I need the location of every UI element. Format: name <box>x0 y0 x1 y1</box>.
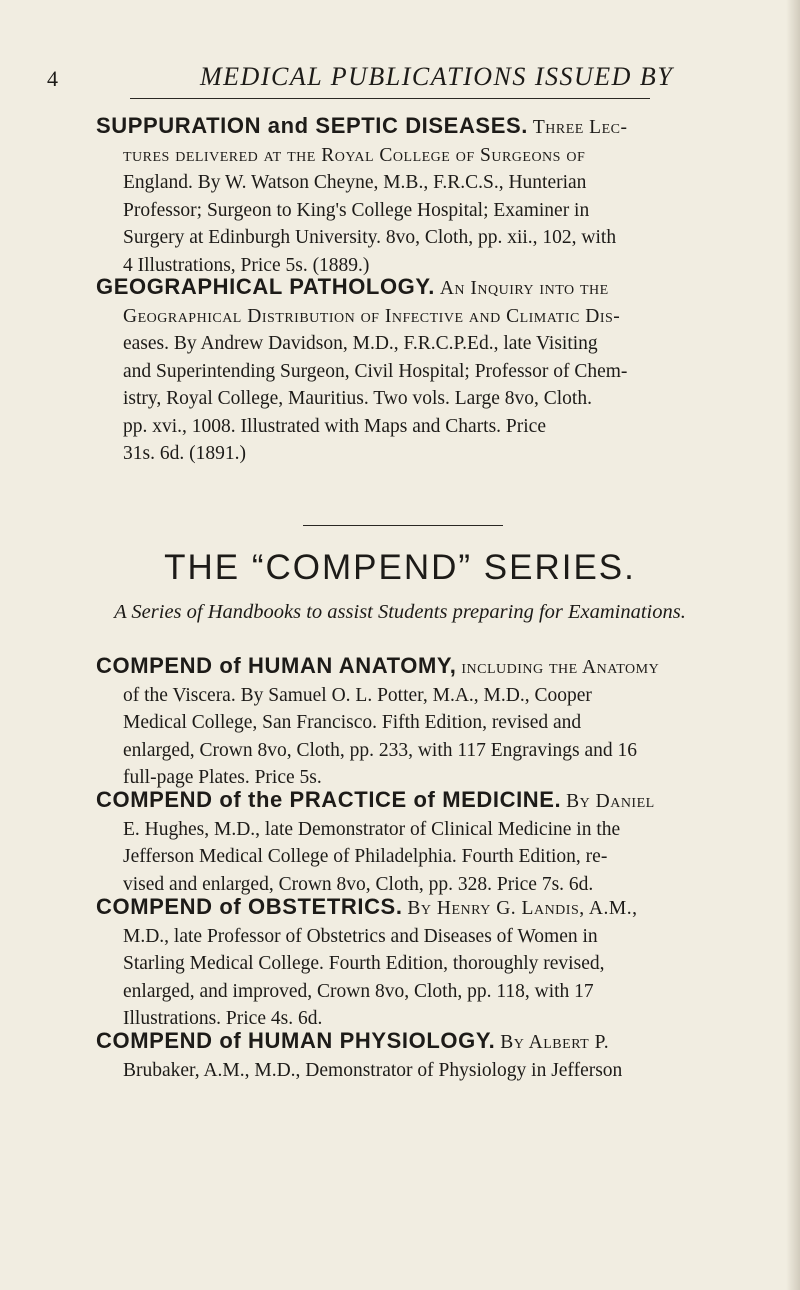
entry-compend-anatomy <box>96 652 768 792</box>
entry-title-continuation: By Albert P. <box>500 1032 610 1053</box>
entry-first-line <box>96 1027 768 1057</box>
entry-title-continuation: By Daniel <box>566 791 655 812</box>
entry-first-line <box>96 893 768 923</box>
entry-line: 4 Illustrations, Price 5s. (1889.) <box>123 254 370 276</box>
entry-line: istry, Royal College, Mauritius. Two vols. Large 8vo, Cloth. <box>123 388 592 409</box>
entry-body <box>96 682 768 792</box>
entry-line: of the Viscera. By Samuel O. L. Potter, M.A., M.D., Cooper <box>123 684 592 706</box>
entry-title-continuation: By Henry G. Landis, A.M., <box>407 898 638 919</box>
entry-line: vised and enlarged, Crown 8vo, Cloth, pp. 328. Price 7s. 6d. <box>123 873 594 895</box>
entry-line: enlarged, and improved, Crown 8vo, Cloth, pp. 118, with 17 <box>123 980 594 1002</box>
entry-first-line <box>96 273 768 303</box>
entry-line: Brubaker, A.M., M.D., Demonstrator of Physiology in Jefferson <box>123 1059 623 1081</box>
running-head: MEDICAL PUBLICATIONS ISSUED BY <box>200 62 674 91</box>
entry-line: M.D., late Professor of Obstetrics and Diseases of Women in <box>123 925 598 947</box>
page-edge-shadow <box>786 0 800 1290</box>
entry-title-continuation: including the Anatomy <box>461 657 660 678</box>
section-separator <box>303 525 503 526</box>
entry-line: tures delivered at the Royal College of Surgeons of <box>123 144 586 166</box>
entry-line: Medical College, San Francisco. Fifth Edition, revised and <box>123 712 582 733</box>
entry-line: Geographical Distribution of Infective and Climatic Dis- <box>123 305 621 327</box>
entry-title-continuation: Three Lec- <box>532 117 628 138</box>
entry-first-line <box>96 652 768 682</box>
entry-title: COMPEND of the PRACTICE of MEDICINE. <box>96 787 562 812</box>
entry-compend-obstetrics <box>96 893 768 1033</box>
entry-line: and Superintending Surgeon, Civil Hospital; Professor of Chem- <box>123 360 628 382</box>
series-title: THE “COMPEND” SERIES. <box>164 548 636 587</box>
entry-line: Surgery at Edinburgh University. 8vo, Cloth, pp. xii., 102, with <box>123 227 617 248</box>
entry-first-line <box>96 786 768 816</box>
entry-line: full-page Plates. Price 5s. <box>123 767 322 788</box>
entry-title: COMPEND of HUMAN PHYSIOLOGY. <box>96 1028 496 1053</box>
entry-line: pp. xvi., 1008. Illustrated with Maps and Charts. Price <box>123 415 546 437</box>
entry-line: 31s. 6d. (1891.) <box>123 443 246 464</box>
entry-body <box>96 1057 768 1085</box>
entry-suppuration <box>96 112 768 279</box>
entry-compend-medicine <box>96 786 768 898</box>
entry-line: Illustrations. Price 4s. 6d. <box>123 1008 323 1029</box>
entry-geographical-pathology <box>96 273 768 468</box>
entry-compend-physiology <box>96 1027 768 1084</box>
entry-title: COMPEND of OBSTETRICS. <box>96 894 403 919</box>
entry-title-continuation: An Inquiry into the <box>439 278 609 299</box>
entry-body <box>96 923 768 1033</box>
page-header <box>0 58 800 98</box>
entry-body <box>96 142 768 280</box>
entry-title: COMPEND of HUMAN ANATOMY, <box>96 653 457 678</box>
entry-line: Jefferson Medical College of Philadelphia. Fourth Edition, re- <box>123 846 608 867</box>
header-rule <box>130 98 650 99</box>
entry-body <box>96 816 768 899</box>
entry-line: England. By W. Watson Cheyne, M.B., F.R.C.S., Hunterian <box>123 172 587 193</box>
entry-line: Professor; Surgeon to King's College Hospital; Examiner in <box>123 199 590 221</box>
entry-title: GEOGRAPHICAL PATHOLOGY. <box>96 274 435 299</box>
entry-line: eases. By Andrew Davidson, M.D., F.R.C.P.Ed., late Visiting <box>123 333 598 354</box>
page-number: 4 <box>47 66 58 91</box>
entry-body <box>96 303 768 468</box>
entry-first-line <box>96 112 768 142</box>
entry-line: enlarged, Crown 8vo, Cloth, pp. 233, with 117 Engravings and 16 <box>123 739 637 761</box>
entry-line: Starling Medical College. Fourth Edition, thoroughly revised, <box>123 953 605 974</box>
entry-title: SUPPURATION and SEPTIC DISEASES. <box>96 113 528 138</box>
series-subtitle: A Series of Handbooks to assist Students preparing for Examinations. <box>114 601 686 623</box>
entry-line: E. Hughes, M.D., late Demonstrator of Clinical Medicine in the <box>123 818 621 840</box>
